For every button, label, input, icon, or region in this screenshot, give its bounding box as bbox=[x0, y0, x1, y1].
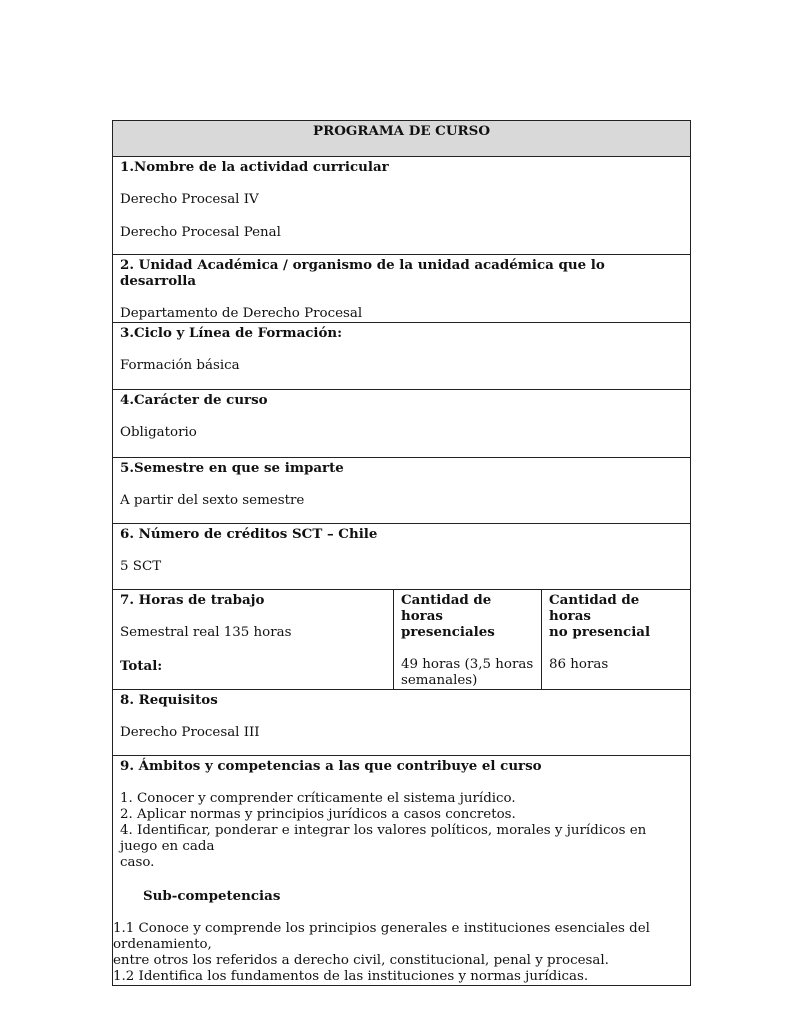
section-2-value: Departamento de Derecho Procesal bbox=[120, 306, 363, 321]
sub-competencies-list bbox=[113, 921, 688, 985]
section-7-presencial-cell bbox=[394, 590, 542, 690]
section-8-value: Derecho Procesal III bbox=[120, 725, 260, 740]
competency-item: 4. Identificar, ponderar e integrar los valores políticos, morales y jurídicos en juego en cada bbox=[120, 823, 647, 854]
section-1-heading: 1.Nombre de la actividad curricular bbox=[120, 159, 389, 175]
section-7-heading: 7. Horas de trabajo bbox=[120, 592, 265, 608]
section-2-cell bbox=[113, 255, 691, 323]
presencial-value-line-2: semanales) bbox=[401, 673, 478, 688]
course-program-table bbox=[112, 120, 691, 986]
section-1-line-2: Derecho Procesal Penal bbox=[120, 225, 281, 240]
section-6-value: 5 SCT bbox=[120, 559, 162, 574]
section-1-line-1: Derecho Procesal IV bbox=[120, 192, 259, 207]
sub-competencies-heading: Sub-competencias bbox=[143, 888, 281, 904]
no-presencial-value: 86 horas bbox=[549, 657, 609, 672]
section-5-cell bbox=[113, 458, 691, 524]
no-presencial-heading-line-2: no presencial bbox=[549, 624, 651, 640]
section-6-row bbox=[113, 524, 691, 590]
section-7-total-label: Total: bbox=[120, 658, 163, 674]
section-7-semestral: Semestral real 135 horas bbox=[120, 625, 292, 640]
section-9-heading: 9. Ámbitos y competencias a las que contribuye el curso bbox=[120, 758, 542, 774]
competencies-list bbox=[120, 791, 683, 871]
competency-item: caso. bbox=[120, 855, 155, 870]
section-5-value: A partir del sexto semestre bbox=[120, 493, 305, 508]
sub-competency-item: 1.1 Conoce y comprende los principios generales e instituciones esenciales del ordenamiento, bbox=[113, 921, 650, 952]
section-9-cell bbox=[113, 756, 691, 986]
section-8-cell bbox=[113, 690, 691, 756]
section-3-heading: 3.Ciclo y Línea de Formación: bbox=[120, 325, 343, 341]
presencial-heading-line-2: presenciales bbox=[401, 624, 495, 640]
section-3-row bbox=[113, 323, 691, 390]
competency-item: 2. Aplicar normas y principios jurídicos a casos concretos. bbox=[120, 807, 516, 822]
section-4-heading: 4.Carácter de curso bbox=[120, 392, 268, 408]
section-6-cell bbox=[113, 524, 691, 590]
section-2-heading: 2. Unidad Académica / organismo de la unidad académica que lo desarrolla bbox=[120, 257, 605, 289]
section-8-row bbox=[113, 690, 691, 756]
section-4-cell bbox=[113, 390, 691, 458]
section-8-heading: 8. Requisitos bbox=[120, 692, 218, 708]
sub-competency-item: entre otros los referidos a derecho civil, constitucional, penal y procesal. bbox=[113, 953, 609, 968]
section-7-hours-cell bbox=[113, 590, 394, 690]
section-4-row bbox=[113, 390, 691, 458]
presencial-heading-line-1: Cantidad de horas bbox=[401, 592, 492, 624]
section-6-heading: 6. Número de créditos SCT – Chile bbox=[120, 526, 378, 542]
section-1-row bbox=[113, 157, 691, 255]
section-3-cell bbox=[113, 323, 691, 390]
section-7-row bbox=[113, 590, 691, 690]
presencial-value-line-1: 49 horas (3,5 horas bbox=[401, 657, 534, 672]
section-4-value: Obligatorio bbox=[120, 425, 197, 440]
section-2-row bbox=[113, 255, 691, 323]
no-presencial-heading-line-1: Cantidad de horas bbox=[549, 592, 640, 624]
section-7-no-presencial-cell bbox=[542, 590, 691, 690]
sub-competency-item: 1.2 Identifica los fundamentos de las instituciones y normas jurídicas. bbox=[113, 969, 589, 984]
competency-item: 1. Conocer y comprender críticamente el sistema jurídico. bbox=[120, 791, 516, 806]
table-title: PROGRAMA DE CURSO bbox=[113, 121, 691, 157]
section-1-cell bbox=[113, 157, 691, 255]
section-5-row bbox=[113, 458, 691, 524]
section-5-heading: 5.Semestre en que se imparte bbox=[120, 460, 344, 476]
table-header-row bbox=[113, 121, 691, 157]
section-9-row bbox=[113, 756, 691, 986]
section-3-value: Formación básica bbox=[120, 358, 240, 373]
